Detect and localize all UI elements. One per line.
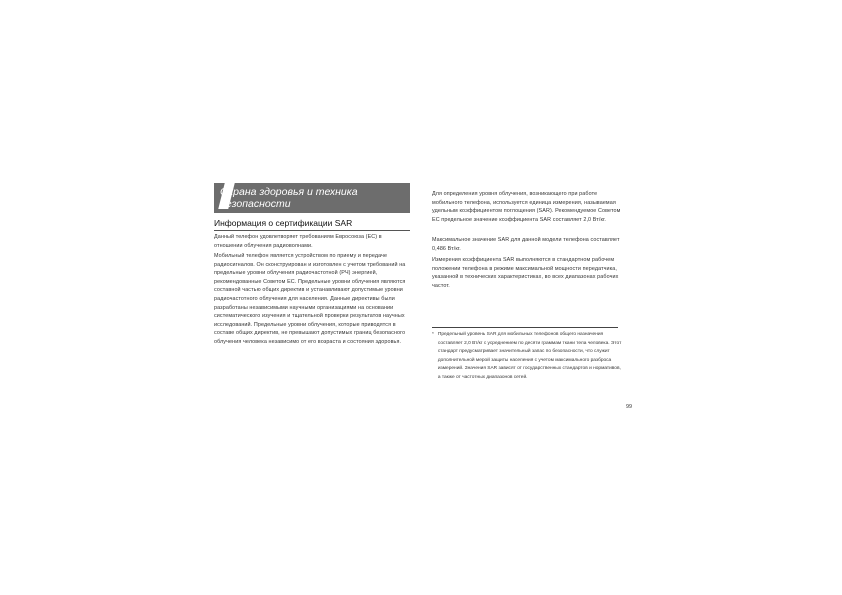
chapter-title: Охрана здоровья и техника безопасности [220,186,358,210]
page-number: 99 [626,404,632,410]
footnote-divider [432,327,618,328]
chapter-title-banner [214,183,410,213]
footnote-text: Предельный уровень SAR для мобильных телефонов общего назначения составляет 2,0 Вт/кг с усреднением по десяти граммам ткани тела человека. Этот стандарт предусматривает значительный запас по безопасности, что служит дополнительной мерой защиты населения с учетом максимального разброса измерений. Значения SAR зависят от государственных стандартов и нормативов, а также от частотных диапазонов сетей. [437,332,622,380]
right-paragraph-2: Максимальное значение SAR для данной модели телефона составляет 0,486 Вт/кг. [432,237,620,252]
footnote-marker: * [432,332,434,337]
left-paragraph-1: Данный телефон удовлетворяет требованиям Евросоюза (ЕС) в отношении облучения радиоволнами. [214,234,382,249]
section-heading: Информация о сертификации SAR [214,218,353,228]
left-paragraph-2: Мобильный телефон является устройством по приему и передаче радиосигналов. Он сконструирован и изготовлен с учетом требований на предельные уровни облучения радиочастотной (РЧ) энергией, рекомендованные Советом ЕС. Предельные уровни облучения являются составной частью общих директив и устанавливают допустимые уровни радиочастотного облучения для населения. Данные директивы были разработаны независимыми научными организациями на основании систематического изучения и тщательной проверки результатов научных исследований. Предельные уровни облучения, которые приводятся в составе общих директив, не превышают допустимых границ безопасного облучения человека независимо от его возраста и состояния здоровья. [214,253,406,345]
right-paragraph-1: Для определения уровня облучения, возникающего при работе мобильного телефона, используется единица измерения, называемая удельным коэффициентом поглощения (SAR). Рекомендуемое Советом ЕС предельное значение коэффициента SAR составляет 2,0 Вт/кг. [432,191,621,223]
chapter-title-bar [214,183,410,213]
section-divider [214,230,410,231]
right-paragraph-3: Измерения коэффициента SAR выполняются в стандартном рабочем положении телефона в режиме максимальной мощности передатчика, указанной в технических характеристиках, во всех диапазонах рабочих частот. [432,257,619,289]
footnote [432,331,624,382]
